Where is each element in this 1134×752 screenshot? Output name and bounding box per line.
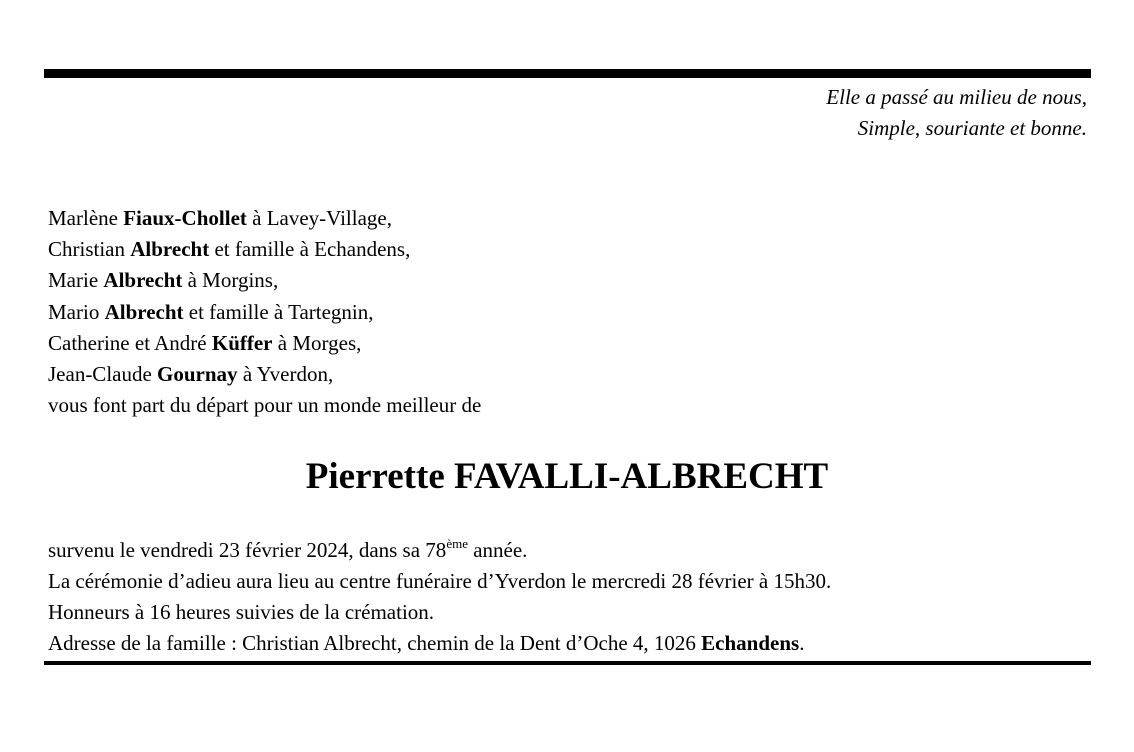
mourner-line bbox=[48, 203, 481, 234]
epigraph-line-1: Elle a passé au milieu de nous, bbox=[826, 85, 1087, 109]
mourner-location: à Morges, bbox=[272, 330, 362, 355]
epigraph bbox=[826, 82, 1087, 144]
address-town: Echandens bbox=[701, 631, 800, 655]
ordinal-suffix: ème bbox=[446, 536, 468, 551]
honours-line: Honneurs à 16 heures suivies de la crémation. bbox=[48, 600, 435, 624]
mourner-location: et famille à Echandens, bbox=[209, 237, 411, 262]
address-text: Adresse de la famille : Christian Albrecht, chemin de la Dent d’Oche 4, 1026 bbox=[48, 631, 702, 655]
mourner-line bbox=[48, 328, 481, 359]
mourner-surname: Fiaux-Chollet bbox=[123, 206, 247, 230]
mourner-surname: Albrecht bbox=[104, 299, 184, 324]
bottom-rule bbox=[44, 661, 1091, 665]
death-line-end: année. bbox=[467, 538, 528, 562]
mourner-first-name: Jean-Claude bbox=[48, 362, 158, 387]
mourner-location: à Morgins, bbox=[182, 268, 279, 293]
mourner-line bbox=[48, 359, 481, 390]
top-rule bbox=[44, 69, 1091, 78]
address-line bbox=[48, 628, 831, 659]
mourner-line bbox=[48, 297, 481, 328]
mourner-surname: Gournay bbox=[157, 362, 238, 387]
deceased-name: Pierrette FAVALLI-ALBRECHT bbox=[305, 456, 829, 497]
death-line bbox=[48, 535, 831, 566]
mourner-line bbox=[48, 234, 481, 265]
mourner-first-name: Christian bbox=[48, 237, 131, 262]
ceremony-line: La cérémonie d’adieu aura lieu au centre funéraire d’Yverdon le mercredi 28 février à 15h30. bbox=[48, 569, 832, 593]
mourner-first-name: Marlène bbox=[48, 206, 124, 230]
mourner-first-name: Marie bbox=[48, 268, 104, 293]
mourner-first-name: Catherine et André bbox=[48, 330, 212, 355]
details-block bbox=[48, 535, 831, 659]
mourner-surname: Albrecht bbox=[103, 268, 183, 293]
mourner-location: et famille à Tartegnin, bbox=[183, 299, 374, 324]
epigraph-line-2: Simple, souriante et bonne. bbox=[857, 116, 1087, 140]
mourner-location: à Yverdon, bbox=[237, 362, 334, 387]
address-end: . bbox=[799, 631, 805, 655]
mourner-line bbox=[48, 265, 481, 296]
mourner-first-name: Mario bbox=[48, 299, 105, 324]
mourner-location: à Lavey-Village, bbox=[246, 206, 392, 230]
mourner-surname: Albrecht bbox=[130, 237, 210, 262]
intro-line: vous font part du départ pour un monde meilleur de bbox=[48, 393, 482, 418]
death-date-text: survenu le vendredi 23 février 2024, dans sa 78 bbox=[48, 538, 447, 562]
mourners-list bbox=[48, 203, 481, 421]
mourner-surname: Küffer bbox=[211, 330, 273, 355]
